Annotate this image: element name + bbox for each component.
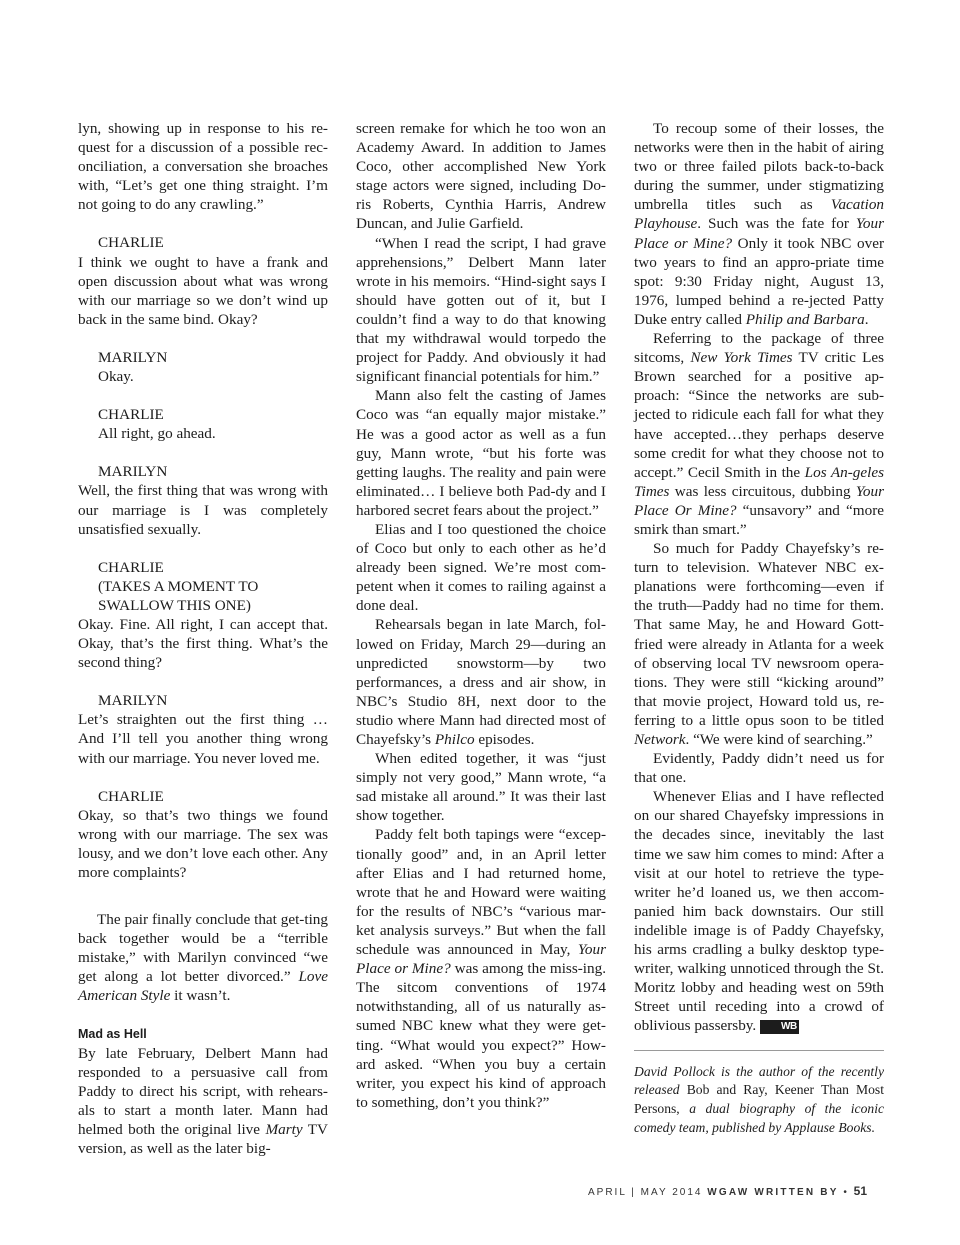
bio-italic: a dual biography of the iconic comedy team, published by Applause Books. [634, 1101, 884, 1135]
text-run: So much for Paddy Chayefsky’s re-turn to television. Whatever NBC ex-planations were forthcoming—even if the truth—Paddy had no time for them. That same May, he and Howard Gott-fried were already in Atlanta for a week of observing local TV newsroom opera-tions. They were still “kicking around” that movie project, Howard told us, re-ferring to a little opus soon to be titled [634, 540, 884, 729]
script-line: Okay. [98, 368, 134, 386]
text-run: Only it took NBC over two years to find an appro-priate time spot: 9:30 Friday night, August 13, 1976, lumped behind a re-jected Patty Duke entry called [634, 234, 884, 328]
text-run: Paddy felt both tapings were “excep-tionally good” and, in an April letter after Elias and I had returned home, wrote that he and Howard were waiting for the results of NBC’s “various mar-ket analysis surveys.” But when the fall schedule was announced in May, [356, 826, 606, 959]
text-run: was among the miss-ing. The sitcom conventions of 1974 notwithstanding, all of us naturally as-sumed NBC knew what they were get-ting. “What would you expect?” How-ard asked. “When you buy a certain writer, you expect his kind of approach to something, don’t you think?” [356, 960, 607, 1111]
italic-title: Philco [434, 731, 475, 748]
text-run: Whenever Elias and I have reflected on our shared Chayefsky impressions in the decades since, inevitably the last time we saw him comes to mind: After a visit at our hotel to retrieve the type-writer he’d loaned us, we then accom-panied him back downstairs. Our still indelible image is of Paddy Chayefsky, his arms cradling a bulky desktop type-writer, walking unnoticed through the St. Moritz lobby and heading west on 59th Street until receding into a crowd of oblivious passersby. [634, 788, 884, 1035]
footer-bullet: • [843, 1187, 849, 1198]
italic-title: Philip and Barbara [745, 310, 865, 328]
text-run: To recoup some of their losses, the networks were then in the habit of airing two or three failed pilots back-to-back during the summer, under stigmatizing umbrella titles such as [634, 120, 884, 214]
script-line: Let’s straighten out the first thing … And I’ll tell you another thing wrong with our marriage. You never loved me. [78, 711, 328, 767]
italic-title: Network [634, 731, 686, 748]
body-paragraph [78, 1044, 328, 1159]
page-footer [588, 1184, 884, 1198]
script-line: All right, go ahead. [98, 425, 216, 443]
text-run: TV version, as well as the later big- [78, 1120, 328, 1158]
script-speaker: MARILYN [98, 692, 168, 710]
body-paragraph: lyn, showing up in response to his re-quest for a discussion of a possible rec-onciliation, a conversation she broaches with, “Let’s get one thing straight. I’m not going to do any crawling.” [78, 120, 328, 214]
body-paragraph: screen remake for which he too won an Academy Award. In addition to James Coco, other accomplished New York stage actors were signed, including Do-ris Roberts, Cynthia Harris, Andrew Duncan, and Julie Garfield. [356, 120, 606, 233]
script-line: Okay, so that’s two things we found wrong with our marriage. The sex was lousy, and we don’t love each other. Any more complaints? [78, 806, 328, 881]
screenplay-excerpt [78, 233, 328, 882]
italic-title: Marty [265, 1120, 303, 1138]
script-line: I think we ought to have a frank and open discussion about what was wrong with our marriage so we don’t wind up back in the same bind. Okay? [78, 253, 328, 328]
script-speaker: MARILYN [98, 348, 168, 366]
body-paragraph: Elias and I too questioned the choice of Coco but only to each other as he’d already been signed. We’re most com-petent when it comes to railing against a done deal. [356, 520, 606, 615]
body-paragraph [634, 539, 884, 749]
text-run: By late February, Delbert Mann had responded to a persuasive call from Paddy to direct his script, with rehears-als to start a month later. Mann had helmed both the original live [78, 1044, 328, 1138]
text-run: TV critic Les Brown searched for a positive ap-proach: “Since the networks are sub-jected to ridicule each fall for what they have accepted…they perhaps deserve some credit for what they choose not to accept.” Cecil Smith in the [634, 349, 884, 481]
italic-title: Your Place or Mine? [356, 941, 606, 978]
italic-title: Love American Style [78, 968, 328, 1005]
text-run: episodes. [478, 731, 535, 748]
book-title: Bob and Ray, Keener Than Most Persons, [634, 1082, 884, 1117]
column-left [78, 119, 328, 1158]
body-paragraph [634, 329, 884, 539]
body-paragraph: “When I read the script, I had grave apprehensions,” Delbert Mann later wrote in his memoirs. “Hind-sight says I should have gotten out of it, but I couldn’t find a way to do that knowing that my withdrawal would torpedo the project for Paddy. And obviously it had significant financial potentials for him.” [356, 234, 606, 386]
body-paragraph: Mann also felt the casting of James Coco was “an equally major mistake.” He was a good actor as well as a fun guy, Mann wrote, “but his forte was getting laughs. The reality and pain were eliminated… I believe both Pad-dy and I harbored secret fears about the project.” [356, 387, 606, 519]
text-run: Referring to the package of three sitcoms, [634, 330, 884, 367]
bio-italic: David Pollock is the author of the recently released [634, 1063, 884, 1098]
text-run: . “We were kind of searching.” [685, 731, 873, 748]
body-paragraph [634, 119, 884, 329]
page-number: 51 [853, 1184, 868, 1198]
script-line: Okay. Fine. All right, I can accept that. Okay, that’s the first thing. What’s the second thing? [78, 615, 328, 672]
column-middle [356, 119, 606, 1112]
text-run: . [864, 310, 869, 328]
italic-title: Your Place or Mine? [634, 215, 884, 252]
script-speaker: MARILYN [98, 463, 168, 481]
body-paragraph [634, 787, 884, 1035]
script-speaker: CHARLIE [98, 787, 164, 805]
body-paragraph [356, 825, 606, 1111]
author-bio [634, 1063, 884, 1138]
italic-title: Your Place Or Mine? [634, 482, 885, 519]
text-run: it wasn’t. [174, 987, 231, 1005]
script-speaker: CHARLIE [98, 234, 164, 252]
script-direction: (TAKES A MOMENT TO [98, 577, 259, 595]
issue-date: APRIL | MAY 2014 [588, 1187, 703, 1198]
italic-title: New York Times [690, 349, 793, 367]
body-paragraph: When edited together, it was “just simply not very good,” Mann wrote, “a sad mistake all around.” It was their last show together. [356, 750, 606, 825]
text-run: . Such was the fate for [697, 215, 849, 233]
column-right [634, 119, 884, 1138]
script-direction: SWALLOW THIS ONE) [98, 596, 251, 614]
text-run: The pair finally conclude that get-ting back together would be a “terrible mistake,” with Marilyn convinced “we get along a lot better divorced.” [78, 911, 328, 986]
script-line: Well, the first thing that was wrong with our marriage is I was completely unsatisfied sexually. [78, 482, 328, 538]
bio-divider [634, 1050, 884, 1051]
publication-name: WGAW WRITTEN BY [707, 1187, 839, 1198]
italic-title: Vacation Playhouse [634, 196, 885, 233]
text-run: was less circuitous, dubbing [674, 482, 851, 500]
section-subhead: Mad as Hell [78, 1026, 147, 1041]
body-paragraph [356, 615, 606, 749]
script-speaker: CHARLIE [98, 558, 164, 576]
text-run: “unsavory” and “more smirk than smart.” [634, 501, 884, 538]
italic-title: Los An-geles Times [634, 463, 885, 500]
end-of-article-mark: WB [760, 1020, 799, 1034]
text-run: Rehearsals began in late March, fol-lowed on Friday, March 29—during an unpredicted snowstorm—by two performances, a dress and air show, in NBC’s Studio 8H, next door to the studio where Mann had directed most of Chayefsky’s [356, 616, 606, 748]
body-paragraph [78, 910, 328, 1005]
body-paragraph: Evidently, Paddy didn’t need us for that one. [634, 750, 884, 787]
script-speaker: CHARLIE [98, 406, 164, 424]
